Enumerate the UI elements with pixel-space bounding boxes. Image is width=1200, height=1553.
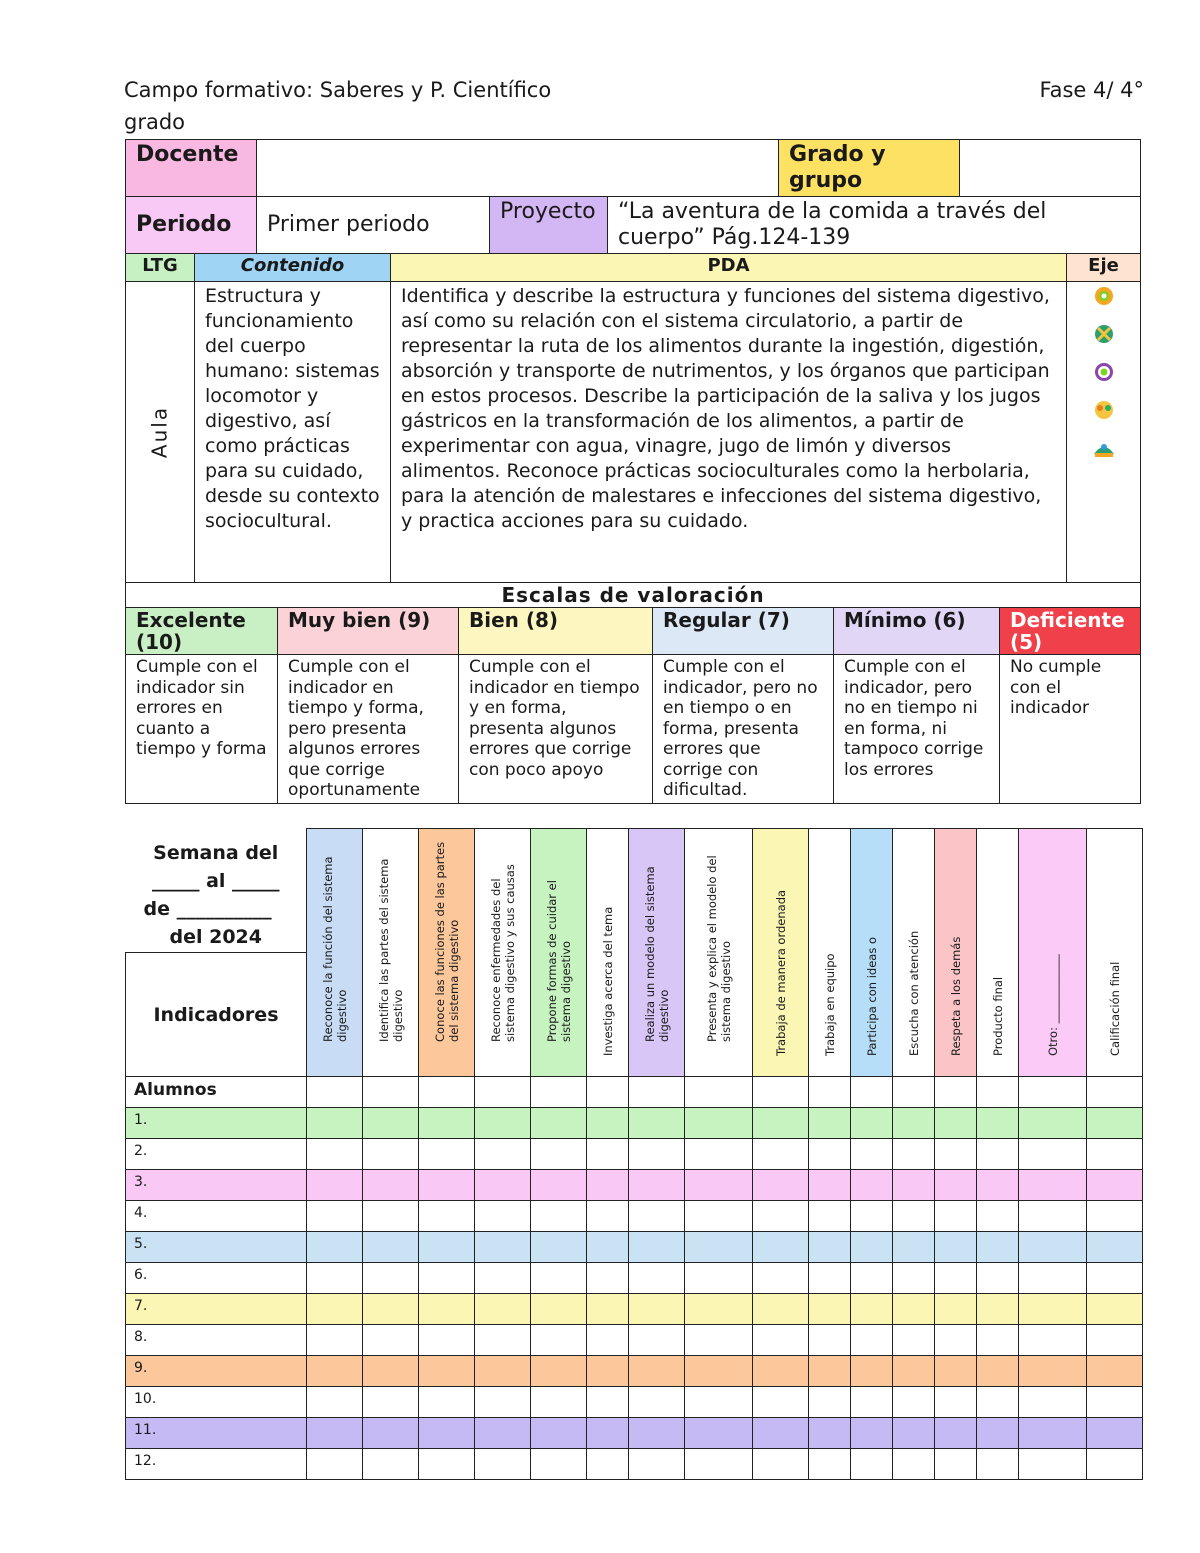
student-number[interactable]: 5. bbox=[126, 1232, 307, 1263]
evaluation-grid bbox=[125, 828, 1143, 1480]
score-cell[interactable] bbox=[1019, 1232, 1087, 1263]
score-cell[interactable] bbox=[851, 1294, 893, 1325]
proyecto-value: “La aventura de la comida a través del cuerpo” Pág.124-139 bbox=[608, 197, 1141, 254]
score-cell[interactable] bbox=[977, 1294, 1019, 1325]
student-row bbox=[126, 1170, 1143, 1201]
fase-grado: Fase 4/ 4° bbox=[1039, 78, 1144, 102]
indicator-header: Trabaja en equipo bbox=[809, 829, 851, 1077]
ltg-header: LTG bbox=[126, 254, 195, 282]
score-cell[interactable] bbox=[685, 1418, 753, 1449]
score-cell[interactable] bbox=[307, 1294, 363, 1325]
score-cell[interactable] bbox=[307, 1356, 363, 1387]
score-cell[interactable] bbox=[893, 1387, 935, 1418]
score-cell[interactable] bbox=[587, 1108, 629, 1139]
student-number[interactable]: 12. bbox=[126, 1449, 307, 1480]
score-cell[interactable] bbox=[531, 1387, 587, 1418]
score-cell[interactable] bbox=[977, 1139, 1019, 1170]
score-cell[interactable] bbox=[1087, 1294, 1143, 1325]
score-cell[interactable] bbox=[1019, 1418, 1087, 1449]
score-cell[interactable] bbox=[935, 1356, 977, 1387]
score-cell[interactable] bbox=[307, 1449, 363, 1480]
score-cell[interactable] bbox=[1019, 1170, 1087, 1201]
score-cell[interactable] bbox=[893, 1232, 935, 1263]
scale-level-label: Deficiente (5) bbox=[1000, 608, 1141, 655]
score-cell[interactable] bbox=[851, 1449, 893, 1480]
score-cell[interactable] bbox=[419, 1263, 475, 1294]
score-cell[interactable] bbox=[307, 1170, 363, 1201]
score-cell[interactable] bbox=[753, 1356, 809, 1387]
score-cell[interactable] bbox=[587, 1294, 629, 1325]
score-cell[interactable] bbox=[851, 1201, 893, 1232]
score-cell[interactable] bbox=[475, 1232, 531, 1263]
scales-table bbox=[125, 582, 1141, 804]
score-cell[interactable] bbox=[685, 1232, 753, 1263]
score-cell[interactable] bbox=[531, 1294, 587, 1325]
score-cell[interactable] bbox=[629, 1356, 685, 1387]
score-cell[interactable] bbox=[935, 1108, 977, 1139]
score-cell[interactable] bbox=[363, 1139, 419, 1170]
indicator-header: Investiga acerca del tema bbox=[587, 829, 629, 1077]
score-cell[interactable] bbox=[475, 1356, 531, 1387]
score-cell[interactable] bbox=[363, 1232, 419, 1263]
contenido-header: Contenido bbox=[195, 254, 391, 282]
score-cell[interactable] bbox=[685, 1356, 753, 1387]
periodo-value: Primer periodo bbox=[257, 197, 490, 254]
scale-level-desc: Cumple con el indicador en tiempo y forma, pero presenta algunos errores que corrige oportunamente bbox=[278, 655, 459, 804]
score-cell[interactable] bbox=[307, 1232, 363, 1263]
score-cell[interactable] bbox=[753, 1170, 809, 1201]
score-cell[interactable] bbox=[753, 1294, 809, 1325]
score-cell[interactable] bbox=[363, 1170, 419, 1201]
score-cell[interactable] bbox=[935, 1325, 977, 1356]
score-cell[interactable] bbox=[1019, 1387, 1087, 1418]
score-cell[interactable] bbox=[935, 1294, 977, 1325]
score-cell[interactable] bbox=[851, 1108, 893, 1139]
score-cell[interactable] bbox=[587, 1139, 629, 1170]
alumnos-label: Alumnos bbox=[126, 1077, 307, 1108]
student-number[interactable]: 9. bbox=[126, 1356, 307, 1387]
score-cell[interactable] bbox=[809, 1201, 851, 1232]
content-table bbox=[125, 253, 1141, 583]
score-cell[interactable] bbox=[753, 1449, 809, 1480]
week-line[interactable]: de __________ bbox=[143, 897, 272, 920]
score-cell[interactable] bbox=[629, 1232, 685, 1263]
score-cell[interactable] bbox=[809, 1356, 851, 1387]
inclusion-icon bbox=[1092, 284, 1116, 308]
page-header bbox=[124, 74, 1144, 138]
score-cell[interactable] bbox=[587, 1387, 629, 1418]
indicator-header: Conoce las funciones de las partes del sistema digestivo bbox=[419, 829, 475, 1077]
score-cell[interactable] bbox=[629, 1418, 685, 1449]
score-cell[interactable] bbox=[977, 1170, 1019, 1201]
score-cell[interactable] bbox=[419, 1449, 475, 1480]
student-row bbox=[126, 1449, 1143, 1480]
score-cell[interactable] bbox=[587, 1263, 629, 1294]
score-cell[interactable] bbox=[307, 1387, 363, 1418]
student-row bbox=[126, 1139, 1143, 1170]
score-cell[interactable] bbox=[851, 1139, 893, 1170]
scale-level-label: Muy bien (9) bbox=[278, 608, 459, 655]
student-row bbox=[126, 1294, 1143, 1325]
score-cell[interactable] bbox=[363, 1387, 419, 1418]
score-cell[interactable] bbox=[753, 1387, 809, 1418]
score-cell[interactable] bbox=[1087, 1387, 1143, 1418]
proyecto-label: Proyecto bbox=[490, 197, 608, 254]
score-cell[interactable] bbox=[685, 1201, 753, 1232]
score-cell[interactable] bbox=[851, 1325, 893, 1356]
score-cell[interactable] bbox=[531, 1108, 587, 1139]
score-cell[interactable] bbox=[475, 1108, 531, 1139]
score-cell[interactable] bbox=[419, 1418, 475, 1449]
score-cell[interactable] bbox=[809, 1139, 851, 1170]
score-cell[interactable] bbox=[1087, 1356, 1143, 1387]
week-line: Semana del bbox=[153, 841, 279, 864]
score-cell[interactable] bbox=[809, 1263, 851, 1294]
indicator-header[interactable]: Otro: ____________ bbox=[1019, 829, 1087, 1077]
score-cell[interactable] bbox=[419, 1170, 475, 1201]
info-table bbox=[125, 139, 1141, 254]
student-row bbox=[126, 1387, 1143, 1418]
score-cell[interactable] bbox=[531, 1170, 587, 1201]
score-cell[interactable] bbox=[531, 1263, 587, 1294]
score-cell[interactable] bbox=[685, 1263, 753, 1294]
scale-level-label: Regular (7) bbox=[653, 608, 834, 655]
score-cell[interactable] bbox=[475, 1387, 531, 1418]
ltg-value: Aula bbox=[147, 405, 172, 459]
eje-icons bbox=[1067, 282, 1141, 583]
eje-header: Eje bbox=[1067, 254, 1141, 282]
score-cell[interactable] bbox=[1019, 1108, 1087, 1139]
score-cell[interactable] bbox=[893, 1418, 935, 1449]
interculturalidad-icon bbox=[1092, 360, 1116, 384]
student-rows bbox=[126, 1108, 1143, 1480]
student-number[interactable]: 8. bbox=[126, 1325, 307, 1356]
student-number[interactable]: 2. bbox=[126, 1139, 307, 1170]
score-cell[interactable] bbox=[629, 1263, 685, 1294]
docente-field[interactable] bbox=[257, 140, 779, 197]
student-number[interactable]: 4. bbox=[126, 1201, 307, 1232]
ltg-cell bbox=[126, 282, 195, 583]
score-cell[interactable] bbox=[307, 1263, 363, 1294]
score-cell[interactable] bbox=[587, 1356, 629, 1387]
score-cell[interactable] bbox=[893, 1263, 935, 1294]
student-number[interactable]: 3. bbox=[126, 1170, 307, 1201]
score-cell[interactable] bbox=[307, 1139, 363, 1170]
score-cell[interactable] bbox=[753, 1232, 809, 1263]
score-cell[interactable] bbox=[851, 1263, 893, 1294]
score-cell[interactable] bbox=[307, 1108, 363, 1139]
score-cell[interactable] bbox=[753, 1108, 809, 1139]
score-cell[interactable] bbox=[977, 1449, 1019, 1480]
score-cell[interactable] bbox=[587, 1201, 629, 1232]
score-cell[interactable] bbox=[1019, 1294, 1087, 1325]
score-cell[interactable] bbox=[851, 1356, 893, 1387]
week-line[interactable]: _____ al _____ bbox=[151, 869, 280, 892]
score-cell[interactable] bbox=[809, 1108, 851, 1139]
pensamiento-critico-icon bbox=[1092, 322, 1116, 346]
score-cell[interactable] bbox=[685, 1325, 753, 1356]
scale-level-label: Excelente (10) bbox=[126, 608, 278, 655]
score-cell[interactable] bbox=[851, 1418, 893, 1449]
score-cell[interactable] bbox=[419, 1325, 475, 1356]
score-cell[interactable] bbox=[1087, 1325, 1143, 1356]
score-cell[interactable] bbox=[531, 1449, 587, 1480]
student-number[interactable]: 6. bbox=[126, 1263, 307, 1294]
score-cell[interactable] bbox=[685, 1449, 753, 1480]
scale-level-label: Bien (8) bbox=[459, 608, 653, 655]
score-cell[interactable] bbox=[977, 1325, 1019, 1356]
score-cell[interactable] bbox=[629, 1325, 685, 1356]
score-cell[interactable] bbox=[935, 1232, 977, 1263]
score-cell[interactable] bbox=[587, 1170, 629, 1201]
score-cell[interactable] bbox=[753, 1325, 809, 1356]
docente-label: Docente bbox=[126, 140, 257, 197]
campo-formativo: Campo formativo: Saberes y P. Científico grado bbox=[124, 78, 552, 134]
score-cell[interactable] bbox=[531, 1139, 587, 1170]
score-cell[interactable] bbox=[977, 1201, 1019, 1232]
score-cell[interactable] bbox=[475, 1325, 531, 1356]
grado-field[interactable] bbox=[960, 140, 1141, 197]
score-cell[interactable] bbox=[809, 1418, 851, 1449]
score-cell[interactable] bbox=[851, 1170, 893, 1201]
score-cell[interactable] bbox=[809, 1170, 851, 1201]
indicator-header: Presenta y explica el modelo del sistema digestivo bbox=[685, 829, 753, 1077]
score-cell[interactable] bbox=[419, 1232, 475, 1263]
score-cell[interactable] bbox=[531, 1232, 587, 1263]
score-cell[interactable] bbox=[685, 1387, 753, 1418]
score-cell[interactable] bbox=[307, 1201, 363, 1232]
score-cell[interactable] bbox=[419, 1139, 475, 1170]
student-row bbox=[126, 1418, 1143, 1449]
score-cell[interactable] bbox=[809, 1387, 851, 1418]
indicator-header: Trabaja de manera ordenada bbox=[753, 829, 809, 1077]
score-cell[interactable] bbox=[753, 1201, 809, 1232]
score-cell[interactable] bbox=[977, 1387, 1019, 1418]
score-cell[interactable] bbox=[587, 1232, 629, 1263]
scales-title: Escalas de valoración bbox=[126, 583, 1141, 608]
student-row bbox=[126, 1232, 1143, 1263]
score-cell[interactable] bbox=[893, 1325, 935, 1356]
score-cell[interactable] bbox=[977, 1108, 1019, 1139]
grado-label: Grado y grupo bbox=[779, 140, 960, 197]
score-cell[interactable] bbox=[809, 1232, 851, 1263]
score-cell[interactable] bbox=[531, 1356, 587, 1387]
score-cell[interactable] bbox=[935, 1263, 977, 1294]
indicator-header: Propone formas de cuidar el sistema digestivo bbox=[531, 829, 587, 1077]
alumnos-row bbox=[126, 1077, 1143, 1108]
scale-level-desc: Cumple con el indicador sin errores en cuanto a tiempo y forma bbox=[126, 655, 278, 804]
score-cell[interactable] bbox=[685, 1108, 753, 1139]
score-cell[interactable] bbox=[1019, 1139, 1087, 1170]
score-cell[interactable] bbox=[629, 1170, 685, 1201]
score-cell[interactable] bbox=[531, 1201, 587, 1232]
score-cell[interactable] bbox=[363, 1418, 419, 1449]
score-cell[interactable] bbox=[809, 1294, 851, 1325]
indicator-header: Reconoce enfermedades del sistema digestivo y sus causas bbox=[475, 829, 531, 1077]
score-cell[interactable] bbox=[307, 1418, 363, 1449]
score-cell[interactable] bbox=[1019, 1449, 1087, 1480]
indicator-header: Escucha con atención bbox=[893, 829, 935, 1077]
score-cell[interactable] bbox=[977, 1418, 1019, 1449]
student-number[interactable]: 1. bbox=[126, 1108, 307, 1139]
score-cell[interactable] bbox=[363, 1356, 419, 1387]
score-cell[interactable] bbox=[1087, 1418, 1143, 1449]
score-cell[interactable] bbox=[1087, 1232, 1143, 1263]
score-cell[interactable] bbox=[1019, 1201, 1087, 1232]
score-cell[interactable] bbox=[587, 1418, 629, 1449]
score-cell[interactable] bbox=[1019, 1263, 1087, 1294]
indicator-header: Participa con ideas o bbox=[851, 829, 893, 1077]
scale-level-desc: Cumple con el indicador, pero no en tiempo o en forma, presenta errores que corrige con dificultad. bbox=[653, 655, 834, 804]
score-cell[interactable] bbox=[629, 1139, 685, 1170]
score-cell[interactable] bbox=[1087, 1263, 1143, 1294]
score-cell[interactable] bbox=[893, 1294, 935, 1325]
periodo-label: Periodo bbox=[126, 197, 257, 254]
score-cell[interactable] bbox=[419, 1294, 475, 1325]
indicator-header: Calificación final bbox=[1087, 829, 1143, 1077]
igualdad-genero-icon bbox=[1092, 398, 1116, 422]
student-number[interactable]: 7. bbox=[126, 1294, 307, 1325]
score-cell[interactable] bbox=[1087, 1201, 1143, 1232]
score-cell[interactable] bbox=[307, 1325, 363, 1356]
score-cell[interactable] bbox=[851, 1232, 893, 1263]
student-row bbox=[126, 1263, 1143, 1294]
student-number[interactable]: 10. bbox=[126, 1387, 307, 1418]
score-cell[interactable] bbox=[629, 1294, 685, 1325]
contenido-text: Estructura y funcionamiento del cuerpo humano: sistemas locomotor y digestivo, así como prácticas para su cuidado, desde su contexto sociocultural. bbox=[195, 282, 391, 583]
score-cell[interactable] bbox=[977, 1263, 1019, 1294]
indicator-header: Producto final bbox=[977, 829, 1019, 1077]
student-row bbox=[126, 1356, 1143, 1387]
score-cell[interactable] bbox=[935, 1139, 977, 1170]
score-cell[interactable] bbox=[475, 1418, 531, 1449]
score-cell[interactable] bbox=[531, 1418, 587, 1449]
score-cell[interactable] bbox=[935, 1418, 977, 1449]
score-cell[interactable] bbox=[363, 1201, 419, 1232]
score-cell[interactable] bbox=[851, 1387, 893, 1418]
indicator-header: Realiza un modelo del sistema digestivo bbox=[629, 829, 685, 1077]
score-cell[interactable] bbox=[363, 1263, 419, 1294]
pda-header: PDA bbox=[391, 254, 1067, 282]
scale-level-desc: No cumple con el indicador bbox=[1000, 655, 1141, 804]
score-cell[interactable] bbox=[753, 1139, 809, 1170]
score-cell[interactable] bbox=[1087, 1108, 1143, 1139]
score-cell[interactable] bbox=[977, 1232, 1019, 1263]
student-number[interactable]: 11. bbox=[126, 1418, 307, 1449]
score-cell[interactable] bbox=[419, 1108, 475, 1139]
scale-level-desc: Cumple con el indicador, pero no en tiempo ni en forma, ni tampoco corrige los errores bbox=[834, 655, 1000, 804]
score-cell[interactable] bbox=[629, 1201, 685, 1232]
score-cell[interactable] bbox=[893, 1201, 935, 1232]
indicator-header: Respeta a los demás bbox=[935, 829, 977, 1077]
score-cell[interactable] bbox=[363, 1449, 419, 1480]
score-cell[interactable] bbox=[685, 1170, 753, 1201]
score-cell[interactable] bbox=[893, 1356, 935, 1387]
student-row bbox=[126, 1325, 1143, 1356]
score-cell[interactable] bbox=[1087, 1139, 1143, 1170]
score-cell[interactable] bbox=[753, 1418, 809, 1449]
score-cell[interactable] bbox=[685, 1294, 753, 1325]
score-cell[interactable] bbox=[419, 1201, 475, 1232]
score-cell[interactable] bbox=[475, 1263, 531, 1294]
scale-level-desc: Cumple con el indicador en tiempo y en forma, presenta algunos errores que corrige con poco apoyo bbox=[459, 655, 653, 804]
score-cell[interactable] bbox=[419, 1356, 475, 1387]
score-cell[interactable] bbox=[893, 1108, 935, 1139]
score-cell[interactable] bbox=[893, 1139, 935, 1170]
score-cell[interactable] bbox=[977, 1356, 1019, 1387]
score-cell[interactable] bbox=[629, 1387, 685, 1418]
week-cell bbox=[126, 829, 307, 953]
score-cell[interactable] bbox=[753, 1263, 809, 1294]
scale-level-label: Mínimo (6) bbox=[834, 608, 1000, 655]
score-cell[interactable] bbox=[363, 1108, 419, 1139]
score-cell[interactable] bbox=[809, 1449, 851, 1480]
score-cell[interactable] bbox=[419, 1387, 475, 1418]
score-cell[interactable] bbox=[587, 1325, 629, 1356]
student-row bbox=[126, 1201, 1143, 1232]
indicator-header: Identifica las partes del sistema digestivo bbox=[363, 829, 419, 1077]
indicator-header: Reconoce la función del sistema digestivo bbox=[307, 829, 363, 1077]
score-cell[interactable] bbox=[531, 1325, 587, 1356]
score-cell[interactable] bbox=[935, 1387, 977, 1418]
indicadores-label: Indicadores bbox=[126, 953, 307, 1077]
score-cell[interactable] bbox=[475, 1449, 531, 1480]
score-cell[interactable] bbox=[685, 1139, 753, 1170]
student-row bbox=[126, 1108, 1143, 1139]
vida-saludable-icon bbox=[1092, 436, 1116, 460]
score-cell[interactable] bbox=[363, 1325, 419, 1356]
score-cell[interactable] bbox=[935, 1449, 977, 1480]
score-cell[interactable] bbox=[1087, 1170, 1143, 1201]
score-cell[interactable] bbox=[363, 1294, 419, 1325]
pda-text: Identifica y describe la estructura y funciones del sistema digestivo, así como su relación con el sistema circulatorio, a partir de representar la ruta de los alimentos durante la ingestión, digestión, absorción y transporte de nutrimentos, y los órganos que participan en estos procesos. Describe la participación de la saliva y los jugos gástricos en la transformación de los alimentos, a partir de experimentar con agua, vinagre, jugo de limón y diversos alimentos. Reconoce prácticas socioculturales como la herbolaria, para la atención de malestares e infecciones del sistema digestivo, y practica acciones para su cuidado. bbox=[391, 282, 1067, 583]
score-cell[interactable] bbox=[587, 1449, 629, 1480]
score-cell[interactable] bbox=[893, 1170, 935, 1201]
score-cell[interactable] bbox=[935, 1170, 977, 1201]
week-line: del 2024 bbox=[169, 925, 262, 948]
score-cell[interactable] bbox=[475, 1139, 531, 1170]
score-cell[interactable] bbox=[629, 1108, 685, 1139]
score-cell[interactable] bbox=[893, 1449, 935, 1480]
score-cell[interactable] bbox=[809, 1325, 851, 1356]
score-cell[interactable] bbox=[629, 1449, 685, 1480]
score-cell[interactable] bbox=[1019, 1356, 1087, 1387]
score-cell[interactable] bbox=[475, 1170, 531, 1201]
score-cell[interactable] bbox=[1087, 1449, 1143, 1480]
score-cell[interactable] bbox=[935, 1201, 977, 1232]
score-cell[interactable] bbox=[475, 1201, 531, 1232]
score-cell[interactable] bbox=[1019, 1325, 1087, 1356]
score-cell[interactable] bbox=[475, 1294, 531, 1325]
